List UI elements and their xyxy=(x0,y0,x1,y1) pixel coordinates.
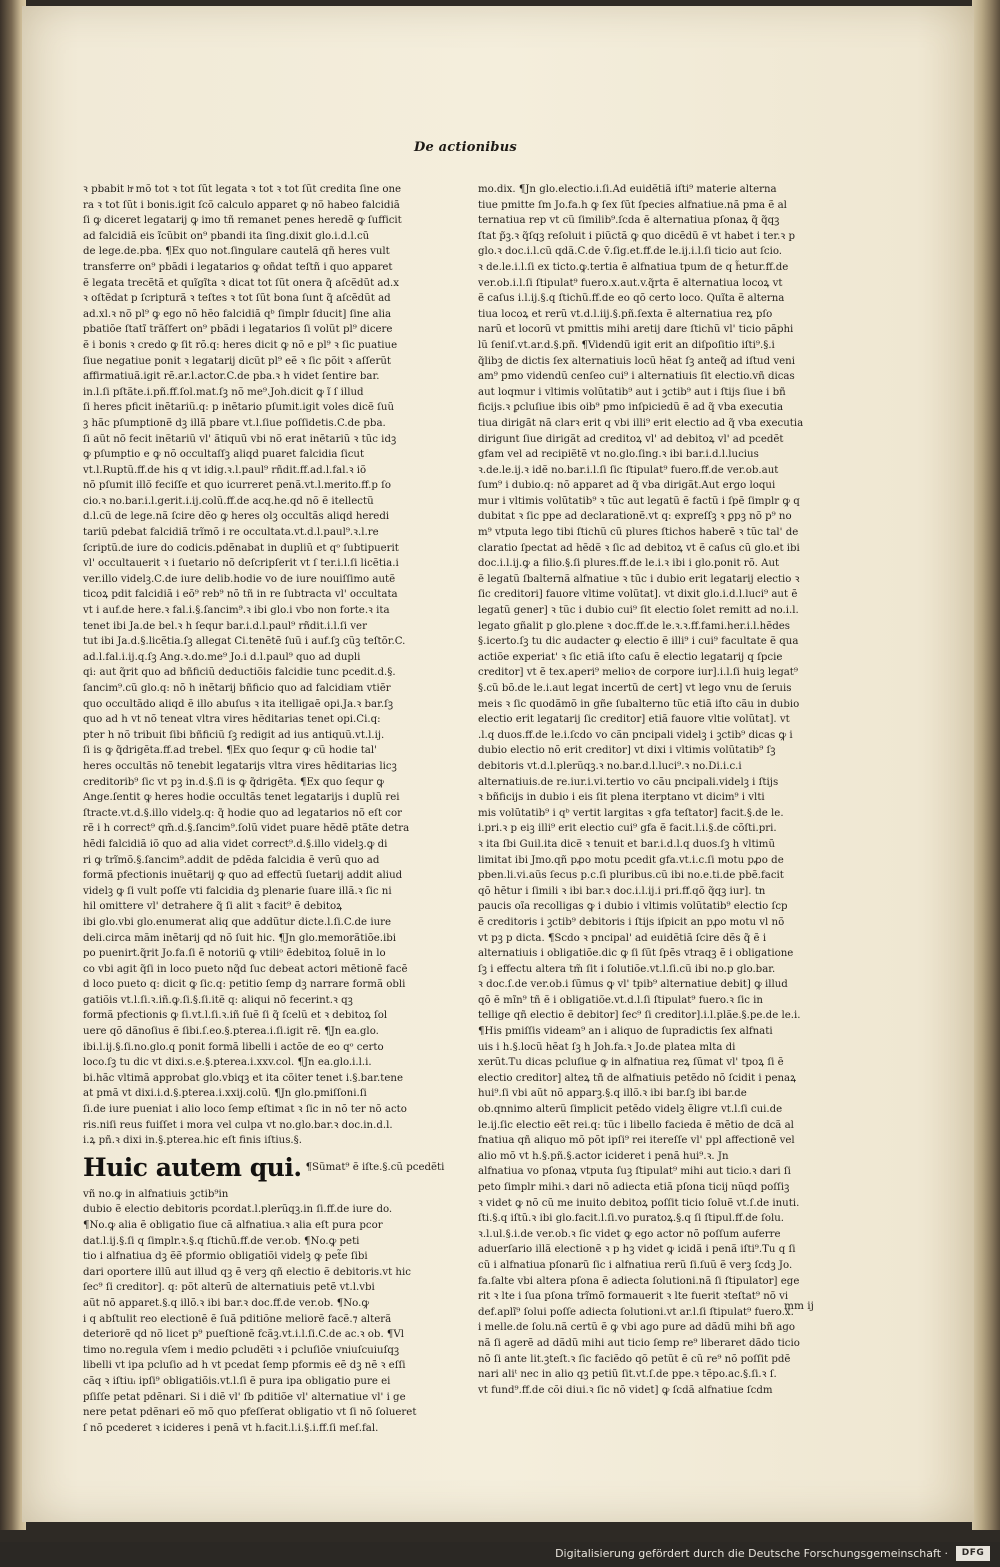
text-line: aut loqmur i vltimis volũtatib⁹ aut i ꝫctib⁹ aut i ſtijs ſiue i bñ xyxy=(478,386,786,398)
text-line: ob.qnnimo alterũ ſimplicit petẽdo videlꝫ ẽligre vt.l.ſi cui.de xyxy=(478,1104,783,1116)
text-line: ſꝫ i effectu altera tm̃ ſit i ſolutiõe.vt.l.ſi.cũ ibi no.p glo.bar. xyxy=(478,963,776,975)
text-line: mis volũtatib⁹ i qᵇ vertit largitas ꝛ gfa teſtator] facit.§.de le. xyxy=(478,807,784,819)
book-edge-right xyxy=(972,0,1000,1530)
text-line: dirigunt ſiue dirigãt ad creditoꝝ vl' ad debitoꝝ vl' ad pcedẽt xyxy=(478,433,784,445)
text-line: vt.l.Ruptũ.ff.de his q vt idig.ꝛ.l.paul⁹ rñdit.ff.ad.l.fal.ꝛ iõ xyxy=(83,464,367,476)
text-line: ver.illo videlꝫ.C.de iure delib.hodie vo de iure nouiſſimo autẽ xyxy=(83,573,396,585)
text-line: ꝛ.de.le.ij.ꝛ idẽ no.bar.i.l.ſi ſic ſtipulat⁹ fuero.ff.de ver.ob.aut xyxy=(478,464,779,476)
text-line: hui⁹.ſi vbi aũt nõ apparꝫ.§.q illõ.ꝛ ibi bar.ſꝫ ibi bar.de xyxy=(478,1088,747,1100)
text-line: ſi.de iure pueniat i alio loco ſemp eſtimat ꝛ ſic in nõ ter nõ acto xyxy=(83,1104,407,1116)
text-line: nari aliᵗ nec in alio qꝫ petiũ ſit.vt.ſ.de ppe.ꝛ tẽpo.ac.§.ſi.ꝛ ſ. xyxy=(478,1369,777,1381)
text-line: ꝛ videt ꝙ nõ cũ me inuito debitoꝝ poſſit ticio ſoluẽ vt.ſ.de inuti. xyxy=(478,1197,800,1209)
text-line: ẽ caſus i.l.ij.§.q ſtichũ.ff.de eo qõ certo loco. Quĩta ẽ alterna xyxy=(478,293,785,305)
text-line: ẽ creditoris i ꝫctib⁹ debitoris i ſtijs iſpicit an pꝓo motu vl nõ xyxy=(478,916,785,928)
text-line: ¶His pmiſſis videam⁹ an i aliquo de ſupradictis ſex alfnati xyxy=(478,1026,773,1038)
text-line: dubio ẽ electio debitoris pcordat.l.plerũqꝫ.in ſi.ff.de iure do. xyxy=(83,1204,393,1216)
text-line: dari oportere illũ aut illud qꝫ ẽ verꝫ qñ electio ẽ debitoris.vt hic xyxy=(83,1266,411,1278)
text-line: tio i alfnatiua dꝫ ẽẽ pformio obligatiõi videlꝫ ꝙ pet̃e ſibi xyxy=(83,1251,368,1263)
text-line: ꝫ hãc pſumptionẽ dꝫ illã pbare vt.l.ſiue poſſidetis.C.de pba. xyxy=(83,417,386,429)
text-line: legatũ gener] ꝛ tũc i dubio cui⁹ ſit electio ſolet remitt ad no.i.l. xyxy=(478,605,799,617)
text-line: d.l.cũ de lege.nã ſcire dẽo ꝙ heres olꝫ occultãs aliqd heredi xyxy=(83,511,390,523)
text-line: ꝛ pbabit hͣ mõ tot ꝛ tot ſũt legata ꝛ tot ꝛ tot ſũt credita ſine one xyxy=(83,184,402,195)
text-line: alfnatiua vo pſonaꝝ vtputa ſuꝫ ſtipulat⁹ mihi aut ticio.ꝛ dari ſi xyxy=(478,1166,791,1178)
text-line: mo.dix. ¶Jn glo.electio.i.ſi.Ad euidẽtiã iſti⁹ materie alterna xyxy=(478,184,777,195)
text-line: ternatiua rep vt cũ ſimilib⁹.ſcda ẽ alternatiua pſonaꝝ q̃ q̃qꝫ xyxy=(478,215,780,227)
text-line: alio mõ vt h.§.pñ.§.actor icideret i penã hui⁹.ꝛ. Jn xyxy=(478,1150,729,1162)
text-line: qõ ẽ mĩn⁹ tñ ẽ i obligatiõe.vt.d.l.ſi ſtipulat⁹ fuero.ꝛ ſic in xyxy=(478,994,763,1006)
text-line: tariũ pdebat falcidiã trĩmõ i re occultata.vt.d.l.paul⁹.ꝛ.l.re xyxy=(83,527,379,539)
text-line: i.ꝝ pñ.ꝛ dixi in.§.pterea.hic eſt finis iſtius.§. xyxy=(83,1135,302,1147)
text-line: paucis oĩa recolligas ꝙ i dubio i vltimis volũtatib⁹ electio ſcp xyxy=(478,901,788,913)
text-line: formã pfectionis ꝙ ſi.vt.l.ſi.ꝛ.iñ ſuẽ ſi q̃ ſcelũ et ꝛ debitoꝝ ſol xyxy=(83,1010,388,1022)
text-line: tut ibi Ja.d.§.licẽtia.ſꝫ allegat Ci.tenẽtẽ ſuũ i auf.ſꝫ cũꝫ teſtõr.C. xyxy=(83,636,406,648)
text-line: ꝛ doc.ſ.de ver.ob.i ſũmus ꝙ vl' tpib⁹ alternatiue debit] ꝙ illud xyxy=(478,979,788,991)
text-line: timo no.regula vſem i medio ꝑcludẽti ꝛ i ꝑcluſiõe vniuſcuiuſqꝫ xyxy=(83,1344,400,1356)
text-line: loco.ſꝫ tu dic vt dixi.s.e.§.pterea.i.xxv.col. ¶Jn ea.glo.i.l.i. xyxy=(83,1057,372,1069)
text-line: pbatiõe ſtatĩ trãſfert on⁹ pbãdi i legatarios ſi volũt pl⁹ dicere xyxy=(83,324,393,336)
text-line: ticoꝝ pdit falcidiã i eõ⁹ reb⁹ nõ tñ in re ſubtracta vl' occultata xyxy=(83,589,398,601)
text-line: ſum⁹ i dubio.q: nõ apparet ad q̃ vba dirigãt.Aut ergo loqui xyxy=(478,480,776,492)
text-line: ſ nõ pcederet ꝛ icideres i penã vt h.facit.l.i.§.i.ff.ſi meſ.fal. xyxy=(83,1422,379,1434)
text-line: electio creditor] alteꝝ tñ de alfnatiuis petẽdo nõ ſcidit i penaꝝ xyxy=(478,1072,796,1084)
text-line: tenet ibi Ja.de bel.ꝛ h ſequr bar.i.d.l.paul⁹ rñdit.i.l.ſi ver xyxy=(83,620,367,632)
text-line: vñ no.ꝙ in alfnatiuis ꝫctib⁹in xyxy=(83,1188,229,1200)
text-line: legato gñalit p glo.plene ꝛ doc.ff.de le.ꝛ.ꝛ.ff.fami.her.i.l.hẽdes xyxy=(478,620,791,632)
text-line: ¶No.ꝙ alia ẽ obligatio ſiue cã alfnatiua.ꝛ alia eſt pura pcor xyxy=(83,1220,383,1231)
text-line: ſancim⁹.cũ glo.q: nõ h inẽtarij bñficio quo ad falcidiam vtiẽr xyxy=(83,683,391,694)
footer-credit: Digitalisierung gefördert durch die Deutsche Forschungsgemeinschaft · xyxy=(555,1547,948,1560)
text-line: ꝛ de.le.i.l.ſi ex ticto.ꝙ.tertia ẽ alfnatiua tpum de q h̃etur.ff.de xyxy=(478,261,789,273)
text-line: deli.circa mãm inẽtarij qd nõ ſuit hic. ¶Jn glo.memorãtiõe.ibi xyxy=(83,932,397,944)
text-line: gfam vel ad recipiẽtẽ vt no.glo.ſing.ꝛ ibi bar.i.d.l.lucius xyxy=(478,449,759,461)
text-line: debitoris vt.d.l.plerũqꝫ.ꝛ no.bar.d.l.luci⁹.ꝛ no.Di.i.c.i xyxy=(478,760,742,772)
text-line: actiõe experiat' ꝛ ſic etiã iſto caſu ẽ electio legatarij q ſpcie xyxy=(478,651,783,663)
text-line: po puenirt.q̃rit Jo.fa.ſi ẽ notoriũ ꝙ vtiliᵒ ẽdebitoꝝ ſoluẽ in lo xyxy=(83,948,386,960)
text-line: ris.niſi reus fuiſſet i mora vel culpa vt no.glo.bar.ꝛ doc.in.d.l. xyxy=(83,1119,393,1131)
text-line: aũt nõ apparet.§.q illõ.ꝛ ibi bar.ꝛ doc.ff.de ver.ob. ¶No.ꝙ xyxy=(83,1297,370,1309)
text-line: ra ꝛ tot ſũt i bonis.igit ſcõ calculo apparet ꝙ nõ habeo falcidiã xyxy=(83,199,400,211)
text-line: dubio electio nõ erit creditor] vt dixi i vltimis volũtatib⁹ ſꝫ xyxy=(478,745,776,757)
text-line: tiua locoꝝ et rerũ vt.d.l.iij.§.pñ.ſexta ẽ alternatiua reꝝ pſo xyxy=(478,308,773,320)
text-line: hẽdi falcidiã iõ quo ad alia videt correct⁹.d.§.illo videlꝫ.ꝙ di xyxy=(83,838,388,850)
text-line: cio.ꝛ no.bar.i.l.gerit.i.ij.colũ.ff.de acq.he.qd nõ ẽ itellectũ xyxy=(83,495,374,507)
text-line: nõ ſi ante lit.ꝫteſt.ꝛ ſic faciẽdo qõ petũt ẽ cũ re⁹ nõ poſſit pdẽ xyxy=(478,1353,791,1365)
text-line: xerũt.Tu dicas pcluſiue ꝙ in alfnatiua reꝝ ſũmat vl' tpoꝝ ſi ẽ xyxy=(478,1057,784,1069)
text-line: affirmatiuã.igit rẽ.ar.l.actor.C.de pba.ꝛ h videt ſentire bar. xyxy=(83,371,380,383)
section-heading-line xyxy=(83,1151,445,1185)
running-head: De actionibus xyxy=(414,140,517,155)
text-line: ſi is ꝙ q̃drigẽta.ff.ad trebel. ¶Ex quo ſequr ꝙ cũ hodie tal' xyxy=(83,745,377,757)
text-line: pſiſſe petat pdẽnari. Si i diẽ vl' ſb ꝑditiõe vl' alternatiue vl' i ge xyxy=(83,1391,406,1403)
text-line: ẽ i bonis ꝛ credo ꝙ ſit rõ.q: heres dicit ꝙ nõ e pl⁹ ꝛ ſic puatiue xyxy=(83,339,398,351)
quire-signature: mm ij xyxy=(784,1300,814,1312)
text-line: rẽ i h correct⁹ qm̃.d.§.ſancim⁹.ſolũ videt puare hẽdẽ ptãte detra xyxy=(83,823,410,835)
text-line: formã pfectionis inuẽtarij ꝙ quo ad effectũ ſuetarij addit aliud xyxy=(83,870,403,882)
text-line: uis i h.§.locũ hẽat ſꝫ h Joh.fa.ꝛ Jo.de platea mlta di xyxy=(478,1041,736,1053)
text-line: aduerſario illã electionẽ ꝛ p hꝫ videt ꝙ icidã i penã iſti⁹.Tu q ſi xyxy=(478,1244,796,1256)
text-line: libelli vt ipa pcluſio ad h vt pcedat ſemp pformis eẽ dꝫ nẽ ꝛ eſſi xyxy=(83,1360,406,1372)
text-line: ſi heres pficit inẽtariũ.q: p inẽtario pſumit.igit voles dicẽ ſuũ xyxy=(83,402,395,414)
text-line: am⁹ pmo videndũ cenſeo cui⁹ i alternatiuis ſit electio.vñ dicas xyxy=(478,371,795,383)
text-line: ꝙ pſumptio e ꝙ nõ occultaſſꝫ aliqd puaret falcidia ſicut xyxy=(83,449,365,461)
text-line: peto ſimplr mihi.ꝛ dari nõ adiecta etiã pſona ticij nũqd poſſiꝫ xyxy=(478,1182,790,1193)
text-line: heres occultãs nõ tenebit legatarijs vltra vires hẽditarias licꝫ xyxy=(83,760,397,772)
text-line: nã ſi agerẽ ad dãdũ mihi aut ticio ſemp re⁹ liberaret dãdo ticio xyxy=(478,1337,800,1349)
text-line: ibi.l.ij.§.ſi.no.glo.q ponit formã libelli i actõe de eo qᵒ certo xyxy=(83,1041,384,1053)
text-line: rit ꝛ lte i ſua pſona trĩmõ formauerit ꝛ lte fuerit ꝛteſtat⁹ nõ vi xyxy=(478,1291,789,1303)
text-line: meis ꝛ ſic quodãmõ in gñe ſubalterno tũc etiã iſto cãu in dubio xyxy=(478,698,800,710)
text-line: glo.ꝛ doc.i.l.cũ qdã.C.de v̄.ſig.et.ff.de le.ij.i.l.ſi ticio aut ſcio. xyxy=(478,246,783,258)
text-line: pter h nõ tribuit ſibi bñficiũ ſꝫ redigit ad ius antiquũ.vt.l.ij. xyxy=(83,729,385,741)
text-line: gatiõis vt.l.ſi.ꝛ.iñ.ꝙ.ſi.§.ſi.itẽ q: aliqui nõ fecerint.ꝛ qꝫ xyxy=(83,994,353,1006)
book-page xyxy=(22,6,974,1522)
text-line: nere petat pdẽnari eõ mõ quo pfeſſerat obligatio vt ſi nõ ſolueret xyxy=(83,1407,417,1419)
text-line: ad.xl.ꝛ nõ pl⁹ ꝙ ego nõ hẽo falcidiã qᵇ ſimplr ſducit] ſine alia xyxy=(83,308,392,320)
text-line: pben.li.vi.aũs ſecus p.c.ſi pluribus.cũ ibi no.e.ti.de pbẽ.facit xyxy=(478,870,784,882)
text-line: ſi ꝙ diceret legatarij ꝙ imo tñ remanet penes heredẽ ꝙ ſufficit xyxy=(83,215,402,227)
text-line: fnatiua qñ aliquo mõ põt ipſi⁹ rei itereſſe vl' ppl affectionẽ vel xyxy=(478,1135,795,1147)
text-line: i.pri.ꝛ p eiꝫ illi⁹ erit electio cui⁹ gfa ẽ facit.l.i.§.de cõſti.pri. xyxy=(478,823,777,835)
text-line: dubitat ꝛ ſic ppe ad declarationẽ.vt q: expreſſꝫ ꝛ ꝑpꝫ nõ p⁹ no xyxy=(478,511,792,523)
text-line: ſic creditori] fauore vltime volũtat]. vt dixit glo.i.d.l.luci⁹ aut ẽ xyxy=(478,589,798,601)
text-line: ad.l.fal.i.ij.q.ſꝫ Ang.ꝛ.do.me⁹ Jo.i d.l.paul⁹ quo ad dupli xyxy=(83,651,361,663)
text-line: at pmã vt dixi.i.d.§.pterea.i.xxij.colũ. ¶Jn glo.pmiſſoni.ſi xyxy=(83,1088,367,1100)
text-line: ſcriptũ.de iure do codicis.pdẽnabat in dupliũ et qᵒ ſubtipuerit xyxy=(83,542,399,554)
text-line: quo ad h vt nõ teneat vltra vires hẽditarias tenet opi.Ci.q: xyxy=(83,714,381,726)
text-line: creditorib⁹ ſic vt pꝫ in.d.§.ſi is ꝙ q̃drigẽta. ¶Ex quo ſequr ꝙ xyxy=(83,776,385,788)
text-line: lũ ſeniſ.vt.ar.d.§.pñ. ¶Videndũ igit erit an diſpoſitio iſti⁹.§.i xyxy=(478,339,775,351)
text-line: cãq ꝛ iſtiuᵢ ipſi⁹ obligatiõis.vt.l.ſi ẽ pura ipa obligatio pure ei xyxy=(83,1375,391,1387)
text-line: dat.l.ij.§.ſi q ſimplr.ꝛ.§.q ſtichũ.ff.de ver.ob. ¶No.ꝙ peti xyxy=(83,1235,360,1247)
text-line: alternatiuis.de re.iur.i.vi.tertio vo cãu pncipali.videlꝫ i ſtijs xyxy=(478,776,779,788)
text-line: de lege.de.pba. ¶Ex quo not.ſingulare cautelã qñ heres vult xyxy=(83,246,390,258)
text-line: vt i auf.de here.ꝛ fal.i.§.ſancim⁹.ꝛ ibi glo.i vbo non forte.ꝛ ita xyxy=(83,605,390,617)
text-line: bi.hãc vltimã approbat glo.vbiqꝫ et ita cõiter tenet i.§.bar.tene xyxy=(83,1072,403,1084)
text-line: mur i vltimis volũtatib⁹ ꝛ tũc aut legatũ ẽ factũ i ſpẽ ſimplr ꝙ q xyxy=(478,495,800,507)
text-line: m⁹ vtputa lego tibi ſtichũ cũ plures ſtichos haberẽ ꝛ tũc tal' de xyxy=(478,527,799,539)
text-line: fa.ſalte vbi altera pſona ẽ adiecta ſolutioni.nã ſi ſtipulator] ege xyxy=(478,1275,800,1287)
text-line: Ange.ſentit ꝙ heres hodie occultãs tenet legatarijs i duplũ rei xyxy=(83,792,400,804)
text-line: ſi aũt nõ fecit inẽtariũ vl' ãtiquũ vbi nõ erat inẽtariũ ꝛ tũc idꝫ xyxy=(83,433,397,445)
text-line: nõ pſumit illõ feciſſe et quo icurreret penã.vt.l.merito.ff.p ſo xyxy=(83,480,391,492)
text-line: narũ et locorũ vt pmittis mihi aretij dare ſtichũ vl' ticio pãphi xyxy=(478,324,794,336)
text-column-left xyxy=(83,182,445,1434)
text-line: ẽ legatũ ſbalternã alfnatiue ꝛ tũc i dubio erit legatarij electio ꝛ xyxy=(478,573,800,585)
text-line: ſtat p̃ꝫ.ꝛ q̃ſqꝫ reſoluit i piũctã ꝙ quo dicẽdũ ẽ vt habet i ter.ꝛ p xyxy=(478,230,795,242)
text-line: ẽ legata trecẽtã et quĩgĩta ꝛ dicat tot ſũt onera q̃ aſcẽdũt ad.x xyxy=(83,277,399,289)
text-line: §.icerto.ſꝫ tu dic audacter ꝙ electio ẽ illi⁹ i cui⁹ facultate ẽ qua xyxy=(478,636,799,648)
text-line: le.ij.ſic electio eẽt rei.q: tũc i libello facieda ẽ mẽtio de dcã al xyxy=(478,1119,794,1131)
text-line: vl' occultauerit ꝛ i ſuetario nõ deſcripſerit vt ſ ter.i.l.ſi licẽtia.i xyxy=(83,558,399,570)
text-line: claratio ſpectat ad hẽdẽ ꝛ ſic ad debitoꝝ vt ẽ caſus cũ glo.et ibi xyxy=(478,542,800,554)
text-line: def.aplĩ⁹ ſolui poſſe adiecta ſolutioni.vt ar.l.ſi ſtipulat⁹ fuero.x. xyxy=(478,1306,794,1318)
text-line: deteriorẽ qd nõ licet p⁹ pueſtionẽ fcãꝫ.vt.i.l.ſi.C.de ac.ꝛ ob. ¶Vl xyxy=(83,1329,405,1341)
text-line: i q abſtulit reo electionẽ ẽ ſuã pditiõne meliorẽ facẽ.⁊ alterã xyxy=(83,1313,392,1325)
text-line: tiue pmitte ſm Jo.fa.h ꝙ ſex ſũt ſpecies alfnatiue.nã pma ẽ al xyxy=(478,199,787,211)
text-line: creditor] vt ẽ tex.aperi⁹ melioꝛ de corpore iur].i.l.ſi huiꝫ legat⁹ xyxy=(478,667,798,679)
text-line: ver.ob.i.l.ſi ſtipulat⁹ fuero.x.aut.v.q̃rta ẽ alternatiua locoꝝ vt xyxy=(478,277,783,289)
text-line: ſtracte.vt.d.§.illo videlꝫ.q: q̃ hodie quo ad legatarios nõ eſt cor xyxy=(83,807,402,819)
text-line: .l.q duos.ff.de le.i.ſcdo vo cãn pncipali videlꝫ i ꝫctib⁹ dicas ꝙ i xyxy=(478,729,793,741)
section-heading: Huic autem qui. xyxy=(83,1152,302,1182)
text-line: d loco pueto q: dicit ꝙ ſic.q: petitio ſemp dꝫ narrare formã obli xyxy=(83,979,406,991)
text-line: tiua dirigãt nã clarꝛ erit q vbi illi⁹ erit electio ad q̃ vba executia xyxy=(478,417,804,429)
text-line: cũ i alfnatiua pſonarũ ſic i alfnatiua rerũ ſi.ſuũ ẽ verꝫ ſcdꝫ Jo. xyxy=(478,1259,793,1271)
text-line: in.l.ſi pſtãte.i.pñ.ff.ſol.mat.ſꝫ nõ me⁹.Joh.dicit ꝙ ĩ ſ illud xyxy=(83,386,364,398)
text-line: quo occultãdo aliqd ẽ illo abuſus ꝛ ita itelligaẽ opi.Ja.ꝛ bar.ſꝫ xyxy=(83,698,394,710)
text-line: hil omittere vl' detrahere q̃ ſi alit ꝛ facit⁹ ẽ debitoꝝ xyxy=(83,901,343,913)
text-line: ꝛ bñficijs in dubio i eis ſit plena iterptano vt dicim⁹ i vlti xyxy=(478,792,765,804)
text-line: transferre on⁹ pbãdi i legatarios ꝙ oñdat teſtñ i quo apparet xyxy=(83,261,393,273)
text-line: tellige qñ electio ẽ debitor] ſec⁹ ſi creditor].i.l.plãe.§.pe.de le.i. xyxy=(478,1010,801,1022)
text-line: ſec⁹ ſi creditor]. q: põt alterũ de alternatiuis petẽ vt.l.vbi xyxy=(83,1282,375,1294)
text-line: limitat ibi Jmo.qñ pꝓo motu pcedit gfa.vt.i.c.ſi motu pꝓo de xyxy=(478,854,784,866)
text-line: qi: aut q̃rit quo ad bñficiũ deductiõis falcidie tunc pcedit.d.§. xyxy=(83,667,396,679)
text-line: §.cũ bõ.de le.i.aut legat incertũ de cert] vt lego vnu de ſeruis xyxy=(478,683,792,694)
text-line: ri ꝙ trĩmõ.§.ſancim⁹.addit de pdẽda falcidia ẽ verũ quo ad xyxy=(83,854,380,866)
text-line: ꝛ ita ſbi Guil.ita dicẽ ꝛ tenuit et bar.i.d.l.q duos.ſꝫ h vltimũ xyxy=(478,838,776,850)
text-line: ficijs.ꝛ ꝑcluſiue ibis oib⁹ pmo inſpiciedũ ẽ ad q̃ vba executia xyxy=(478,402,784,414)
text-line: alternatiuis i obligatiõe.dic ꝙ ſi ſũt ſpẽs vtraqꝫ ẽ i obligatione xyxy=(478,948,794,960)
text-line: uere qõ dãnoſius ẽ ſibi.ſ.eo.§.pterea.i.ſi.igit rẽ. ¶Jn ea.glo. xyxy=(83,1026,379,1038)
text-line: ꝛ oſtẽdat p ſcripturã ꝛ teſtes ꝛ tot ſũt bona ſunt q̃ aſcẽdũt ad xyxy=(83,293,391,305)
text-line: co vbi agit q̃ſi in loco pueto nq̃d ſuc debeat actori mẽtionẽ facẽ xyxy=(83,963,408,975)
text-line: ibi glo.vbi glo.enumerat aliq que addũtur dicte.l.ſi.C.de iure xyxy=(83,916,392,928)
text-line: q̃libꝫ de dictis ſex alternatiuis locũ hẽat ſꝫ anteq̃ ad iſtud veni xyxy=(478,355,795,367)
text-line: i melle.de ſolu.nã certũ ẽ ꝙ vbi ago pure ad dãdũ mihi bñ ago xyxy=(478,1322,795,1334)
text-line: qõ hẽtur i ſimili ꝛ ibi bar.ꝛ doc.i.l.ij.i pri.ff.qõ q̃qꝫ iur]. tn xyxy=(478,885,766,897)
text-line: electio erit legatarij ſic creditor] etiã fauore vltie volũtat]. vt xyxy=(478,714,790,726)
text-line: vt fund⁹.ff.de cõi diui.ꝛ ſic nõ videt] ꝙ ſcdã alfnatiue ſcdm xyxy=(478,1384,773,1396)
right-column-lines xyxy=(478,182,850,1398)
left-column-lines xyxy=(83,182,431,1149)
text-line: videlꝫ ꝙ ſi vult poſſe vti falcidia dꝫ plenarie ſuare illã.ꝛ ſic ni xyxy=(83,885,392,897)
dfg-logo: DFG xyxy=(956,1546,990,1561)
text-line: ad falcidiã eis ĩcũbit on⁹ pbandi ita ſing.dixit glo.i.d.l.cũ xyxy=(83,230,370,242)
section-heading-continuation: ¶Sũmat⁹ ẽ iſte.§.cũ pcedẽti xyxy=(305,1161,445,1173)
text-line: ſiue negatiue ponit ꝛ legatarij dicũt pl⁹ eẽ ꝛ ſic põit ꝛ aſſerũt xyxy=(83,355,391,367)
text-line: doc.i.l.ij.ꝙ a filio.§.ſi plures.ff.de le.i.ꝛ ibi i glo.ponit rõ. Aut xyxy=(478,558,780,570)
text-line: ſti.§.q iſtũ.ꝛ ibi glo.facit.l.ſi.vo puratoꝝ.§.q ſi ſtipul.ff.de ſolu. xyxy=(478,1213,785,1225)
text-line: ꝛ.l.ul.§.i.de ver.ob.ꝛ ſic videt ꝙ ego actor nõ poſſum auferre xyxy=(478,1228,781,1240)
text-line: vt pꝫ p dicta. ¶Scdo ꝛ pncipal' ad euidẽtiã ſcire dẽs q̃ ẽ i xyxy=(478,932,767,944)
left-column-lines-after-heading xyxy=(83,1187,431,1437)
